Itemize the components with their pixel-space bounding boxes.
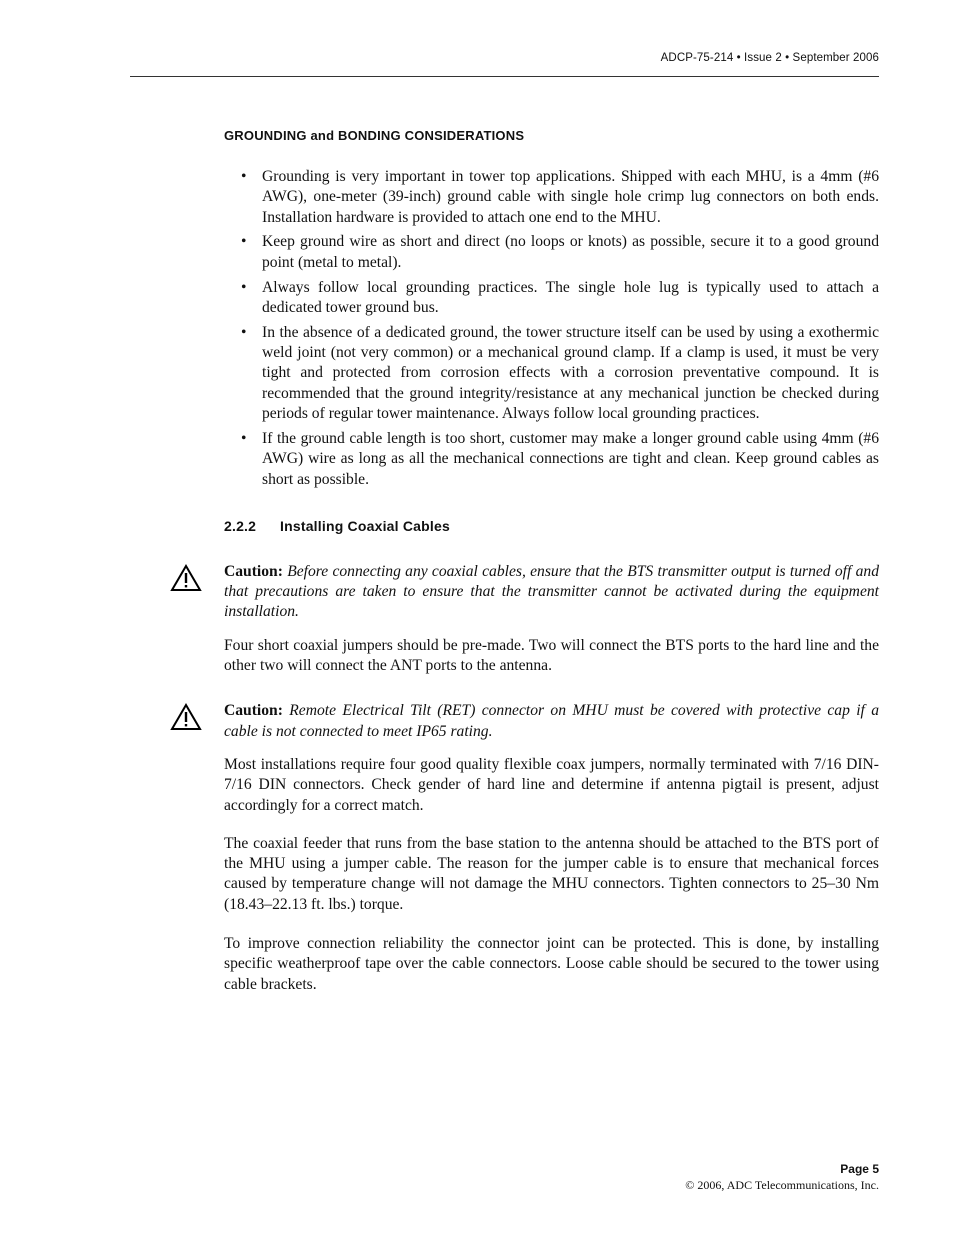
- bullet-icon: •: [241, 429, 247, 447]
- caution-text: Remote Electrical Tilt (RET) connector on MHU must be covered with protective cap if a cable is not connected to meet IP65 rating.: [224, 702, 879, 740]
- list-item: • Grounding is very important in tower top applications. Shipped with each MHU, is a 4mm (#6 AWG), one-meter (39-inch) ground cable with single hole crimp lug connectors on both ends. Installation hardware is provided to attach one end to the MHU.: [241, 168, 879, 226]
- copyright: © 2006, ADC Telecommunications, Inc.: [685, 1178, 879, 1192]
- bullet-icon: •: [241, 278, 247, 296]
- warning-triangle-icon: [170, 703, 202, 731]
- subsection-title: Installing Coaxial Cables: [280, 517, 450, 534]
- list-item: • If the ground cable length is too short, customer may make a longer ground cable using 4mm (#6 AWG) wire as long as all the mechanical connections are tight and clean. Keep ground cables as short as possible.: [241, 429, 879, 488]
- caution-label: Caution:: [224, 702, 283, 720]
- subsection-number: 2.2.2: [224, 517, 257, 534]
- paragraph-jumpers: Four short coaxial jumpers should be pre-made. Two will connect the BTS ports to the hard line and the other two will connect the ANT ports to the antenna.: [224, 636, 879, 675]
- list-item: • In the absence of a dedicated ground, the tower structure itself can be used by using a exothermic weld joint (not very common) or a mechanical ground clamp. If a clamp is used, it must be very tight and protected from corrosion effects with a corrosion preventative compound. It is recommended that the ground integrity/resistance at any mechanical junction be checked during periods of regular tower maintenance. Always follow local grounding practices.: [241, 323, 879, 423]
- page-number: Page 5: [840, 1162, 879, 1176]
- header-rule: [130, 76, 879, 77]
- page-footer: [685, 1162, 879, 1193]
- caution-block-1: [224, 562, 879, 623]
- document-header: ADCP-75-214 • Issue 2 • September 2006: [660, 52, 879, 64]
- warning-triangle-icon: [170, 564, 202, 592]
- paragraph-feeder: The coaxial feeder that runs from the base station to the antenna should be attached to the BTS port of the MHU using a jumper cable. The reason for the jumper cable is to ensure that mechanical forces caused by temperature change will not damage the MHU connectors. Tighten connectors to 25–30 Nm (18.43–22.13 ft. lbs.) torque.: [224, 834, 879, 913]
- subsection-heading: [224, 518, 879, 534]
- bullet-icon: •: [241, 323, 247, 341]
- list-item: • Always follow local grounding practices. The single hole lug is typically used to attach a dedicated tower ground bus.: [241, 278, 879, 316]
- caution-block-2: [224, 701, 879, 742]
- paragraph-reliability: To improve connection reliability the connector joint can be protected. This is done, by installing specific weatherproof tape over the cable connectors. Loose cable should be secured to the tower using cable brackets.: [224, 934, 879, 993]
- grounding-bullet-list: [224, 167, 879, 490]
- bullet-icon: •: [241, 168, 247, 185]
- page-content: [224, 128, 879, 995]
- list-item: • Keep ground wire as short and direct (no loops or knots) as possible, secure it to a good ground point (metal to metal).: [241, 233, 879, 271]
- caution-label: Caution:: [224, 562, 283, 580]
- caution-text: Before connecting any coaxial cables, ensure that the BTS transmitter output is turned off and that precautions are taken to ensure that the transmitter cannot be activated during the equipment installation.: [224, 562, 879, 621]
- bullet-icon: •: [241, 233, 247, 251]
- section-heading: GROUNDING and BONDING CONSIDERATIONS: [224, 128, 525, 143]
- paragraph-coax-jumpers: Most installations require four good quality flexible coax jumpers, normally terminated with 7/16 DIN-7/16 DIN connectors. Check gender of hard line and determine if antenna pigtail is present, adjust accordingly for a correct match.: [224, 755, 879, 814]
